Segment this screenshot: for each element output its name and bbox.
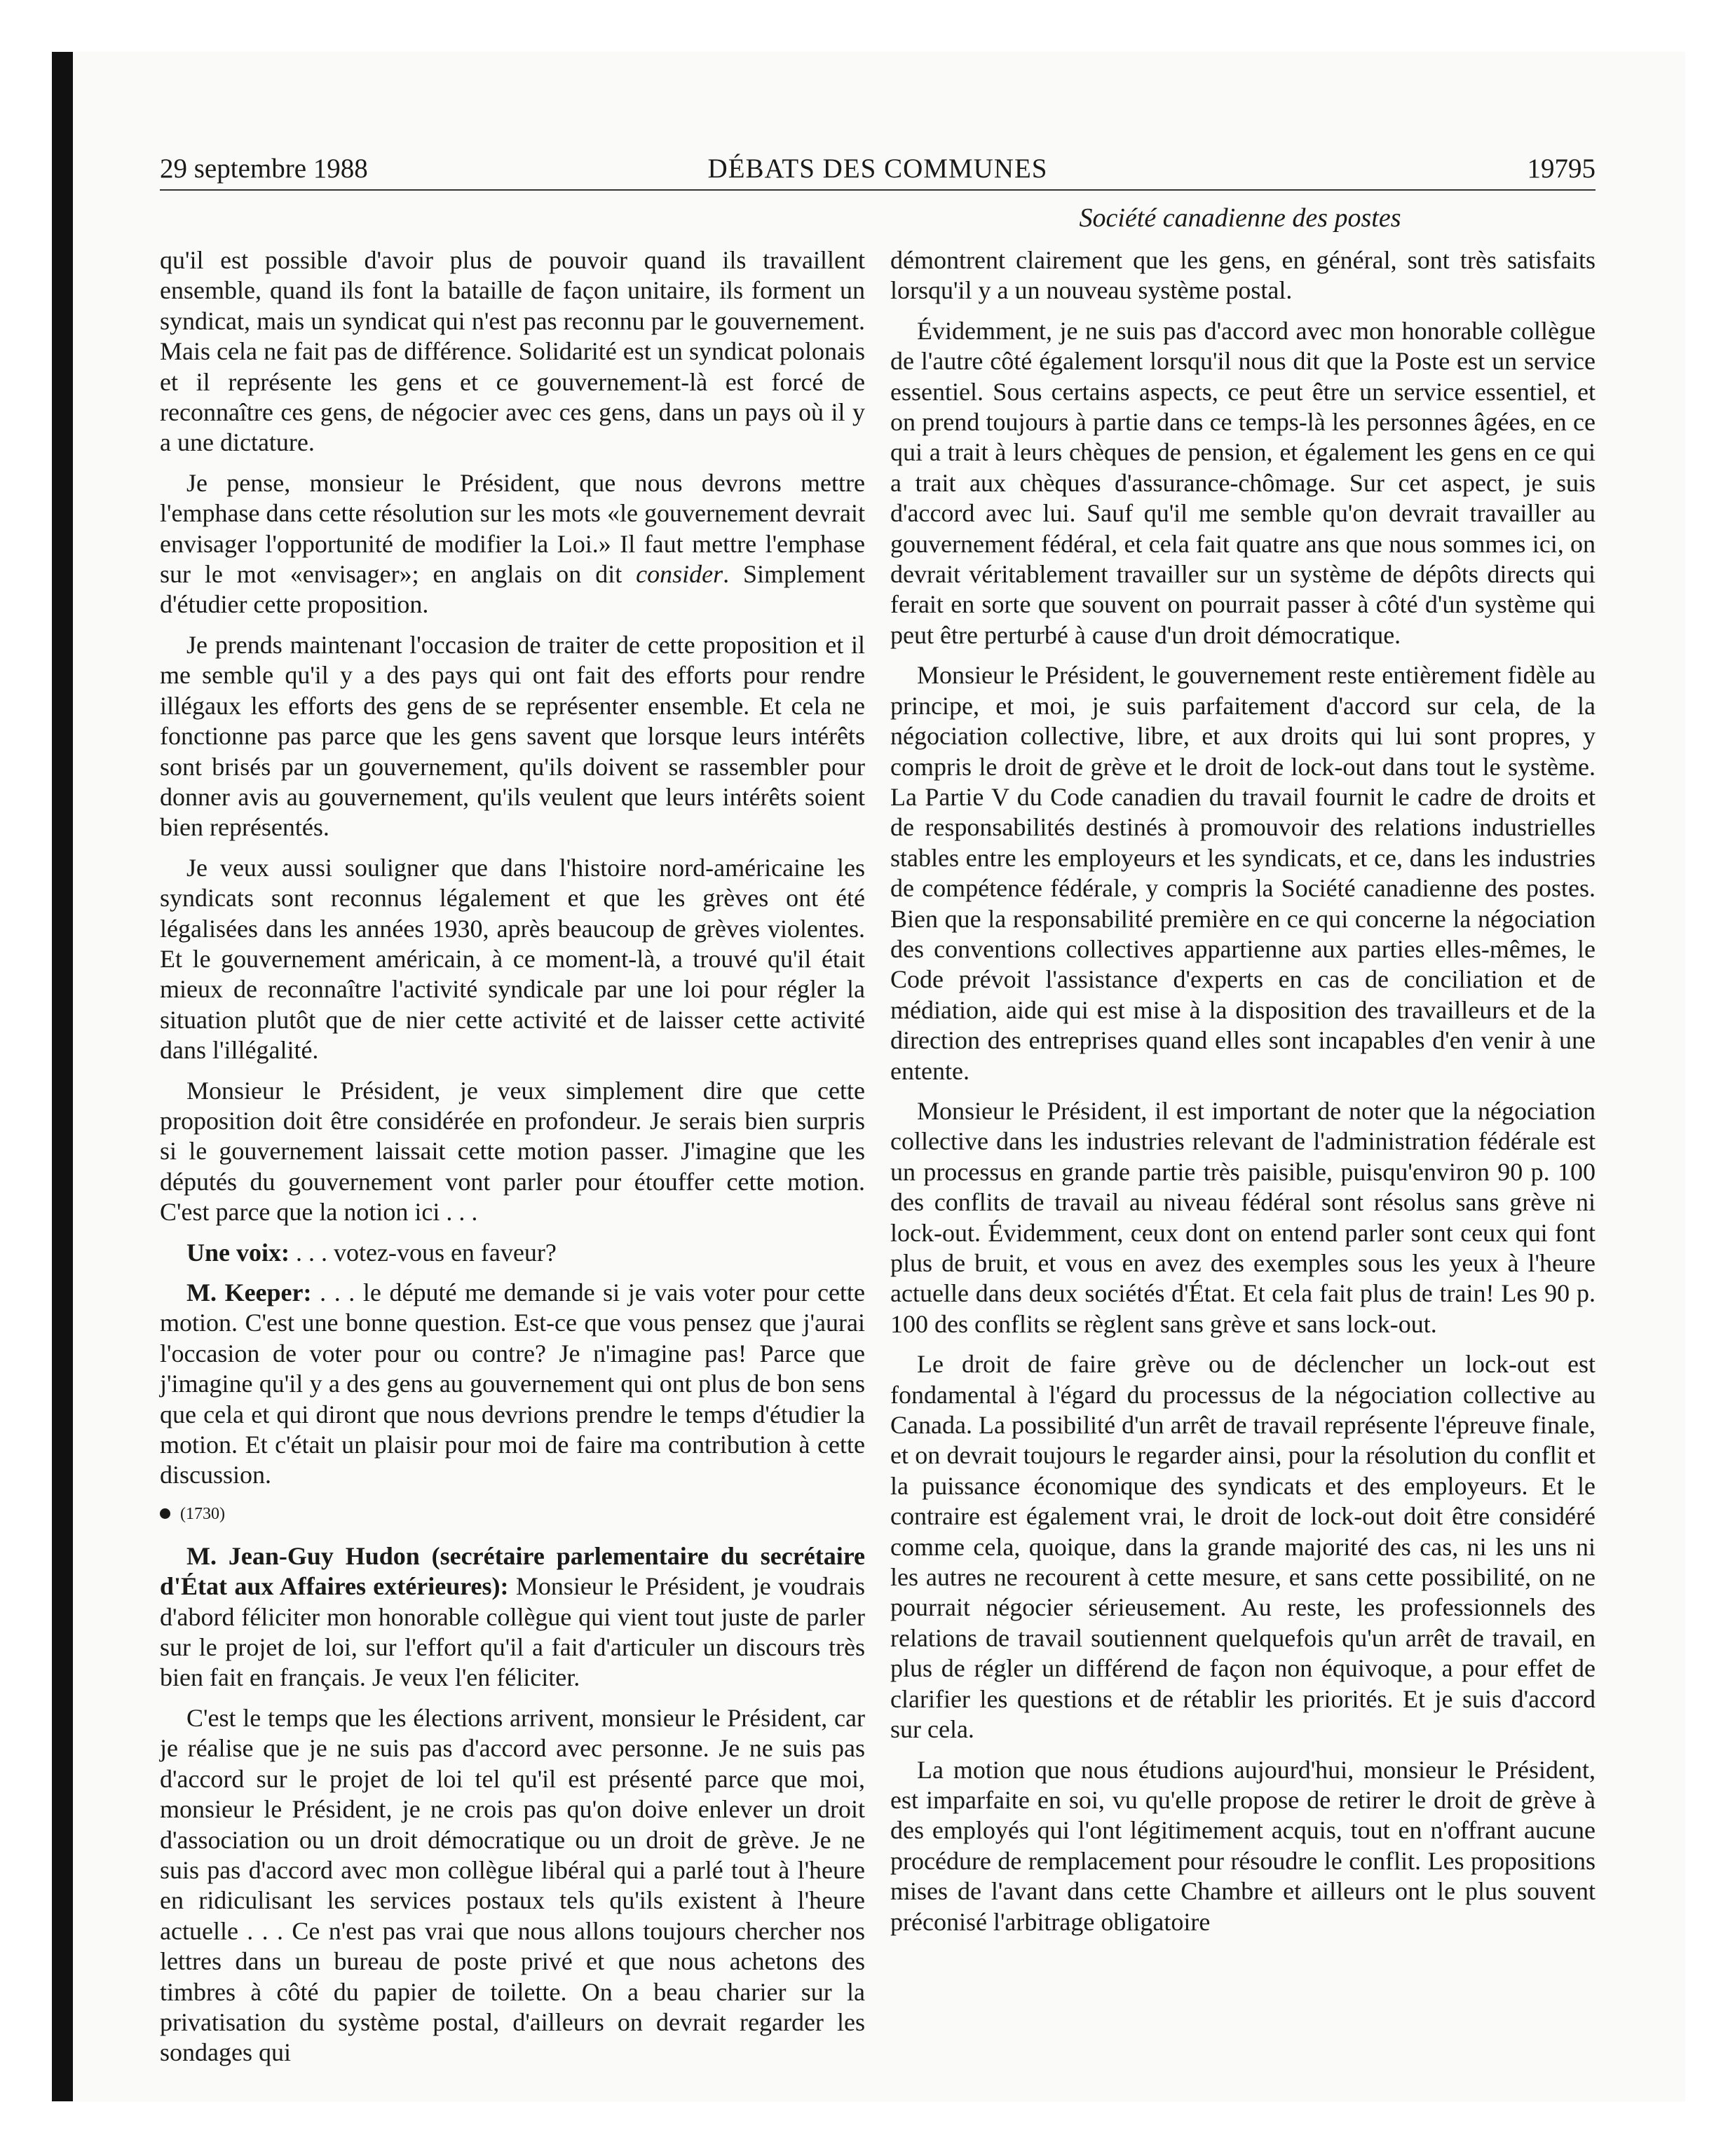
- page-header: [160, 149, 1595, 191]
- paragraph-text: . Simplement d'étudier cette proposition.: [160, 560, 865, 619]
- paragraph: Monsieur le Président, le gouvernement reste entièrement fidèle au principe, et moi, je suis parfaitement d'accord sur cela, de la négociation collective, libre, et aux droits qui lui sont propres, y compris le droit de grève et le droit de lock-out dans tout le système. La Partie V du Code canadien du travail fournit le cadre de droits et de responsabilités destinés à promouvoir des relations industrielles stables entre les employeurs et les syndicats, et ce, dans les industries de compétence fédérale, y compris la Société canadienne des postes. Bien que la responsabilité première en ce qui concerne la négociation des conventions collectives appartienne aux parties elles-mêmes, le Code prévoit l'assistance d'experts en cas de conciliation et de médiation, aide qui est mise à la disposition des travailleurs et de la direction des entreprises quand elles sont incapables d'en venir à une entente.: [890, 661, 1595, 1085]
- speech-text: . . . le député me demande si je vais voter pour cette motion. C'est une bonne question. Est-ce que vous pensez que j'aurai l'occasion de voter pour ou contre? Je n'imagine pas! Parce que j'imagine qu'il y a des gens au gouvernement qui ont plus de bon sens que cela et qui diront que nous devrions prendre le temps d'étudier la motion. Et c'était un plaisir pour moi de faire ma contribution à cette discussion.: [160, 1278, 865, 1489]
- bullet-icon: [160, 1508, 170, 1519]
- speech: [160, 1541, 865, 1693]
- speech-text: Monsieur le Président, je voudrais d'abord féliciter mon honorable collègue qui vient tout juste de parler sur le projet de loi, sur l'effort qu'il a fait d'articuler un discours très bien fait en français. Je veux l'en féliciter.: [160, 1572, 865, 1692]
- paragraph: qu'il est possible d'avoir plus de pouvoir quand ils travaillent ensemble, quand ils font la bataille de façon unitaire, ils forment un syndicat, mais un syndicat qui n'est pas reconnu par le gouvernement. Mais cela ne fait pas de différence. Solidarité est un syndicat polonais et il représente les gens et ce gouvernement-là est forcé de reconnaître ces gens, de négocier avec ces gens, dans un pays où il y a une dictature.: [160, 246, 865, 457]
- speech-text: . . . votez-vous en faveur?: [290, 1238, 557, 1267]
- speaker-name: M. Keeper:: [186, 1278, 312, 1306]
- right-column: [890, 245, 1595, 1947]
- speech: [160, 1238, 865, 1268]
- time-marker-text: (1730): [180, 1504, 225, 1523]
- italic-term: consider: [636, 560, 723, 589]
- paragraph: Monsieur le Président, je veux simplement dire que cette proposition doit être considérée en profondeur. Je serais bien surpris si le gouvernement laissait cette motion passer. J'imagine que les députés du gouvernement vont parler pour étouffer cette motion. C'est parce que la notion ici . . .: [160, 1076, 865, 1227]
- paragraph: Je veux aussi souligner que dans l'histoire nord-américaine les syndicats sont reconnus légalement et que les grèves ont été légalisées dans les années 1930, après beaucoup de grèves violentes. Et le gouvernement américain, à ce moment-là, a trouvé qu'il était mieux de reconnaître l'activité syndicale par une loi pour régler la situation plutôt que de nier cette activité et de laisser cette activité dans l'illégalité.: [160, 853, 865, 1065]
- speaker-name: Une voix:: [186, 1238, 290, 1267]
- speaker-name: M. Jean-Guy Hudon (secrétaire parlementaire du secrétaire d'État aux Affaires extérieures):: [160, 1541, 865, 1601]
- section-title: Société canadienne des postes: [1079, 203, 1401, 233]
- paragraph: La motion que nous étudions aujourd'hui, monsieur le Président, est imparfaite en soi, vu qu'elle propose de retirer le droit de grève à des employés qui l'ont légitimement acquis, tout en n'offrant aucune procédure de remplacement pour résoudre le conflit. Les propositions mises de l'avant dans cette Chambre et ailleurs ont le plus souvent préconisé l'arbitrage obligatoire: [890, 1755, 1595, 1936]
- paragraph: Le droit de faire grève ou de déclencher un lock-out est fondamental à l'égard du processus de la négociation collective au Canada. La possibilité d'un arrêt de travail représente l'épreuve finale, et on devrait toujours le regarder ainsi, pour la résolution du conflit et la puissance économique des syndicats et des employeurs. Et le contraire est également vrai, le droit de lock-out doit être considéré comme cela, quoique, dans la grande majorité des cas, ni les uns ni les autres ne recourent à cette mesure, et sans cette possibilité, on ne pourrait négocier sérieusement. Au reste, les professionnels des relations de travail soutiennent quelquefois qu'un arrêt de travail, en plus de régler un différend de façon non équivoque, a pour effet de clarifier les questions et de rétablir les priorités. Et je suis d'accord sur cela.: [890, 1350, 1595, 1744]
- paragraph: [160, 468, 865, 620]
- paragraph: démontrent clairement que les gens, en général, sont très satisfaits lorsqu'il y a un nouveau système postal.: [890, 246, 1595, 305]
- header-date: 29 septembre 1988: [160, 153, 368, 184]
- time-marker: [160, 1501, 865, 1527]
- speech: [160, 1278, 865, 1491]
- paragraph: Évidemment, je ne suis pas d'accord avec mon honorable collègue de l'autre côté également lorsqu'il nous dit que la Poste est un service essentiel. Sous certains aspects, ce peut être un service essentiel, et on prend toujours à partie dans ce temps-là les personnes âgées, en ce qui a trait à leurs chèques de pension, et également les gens en ce qui a trait aux chèques d'assurance-chômage. Sur cet aspect, je suis d'accord avec lui. Sauf qu'il me semble qu'on devrait travailler au gouvernement fédéral, et cela fait quatre ans que nous sommes ici, on devrait véritablement travailler sur un système de dépôts directs qui ferait en sorte que souvent on pourrait passer à côté d'un système qui peut être perturbé à cause d'un droit démocratique.: [890, 316, 1595, 649]
- header-title: DÉBATS DES COMMUNES: [707, 153, 1048, 184]
- left-column: [160, 245, 865, 2078]
- paragraph: Monsieur le Président, il est important de noter que la négociation collective dans les industries relevant de l'administration fédérale est un processus en grande partie très paisible, puisqu'environ 90 p. 100 des conflits de travail au niveau fédéral sont résolus sans grève ni lock-out. Évidemment, ceux dont on entend parler sont ceux qui font plus de bruit, et vous en avez des exemples sous les yeux à l'heure actuelle dans deux sociétés d'État. Et cela fait plus de train! Les 90 p. 100 des conflits se règlent sans grève et sans lock-out.: [890, 1096, 1595, 1338]
- paragraph-text: Je pense, monsieur le Président, que nous devrons mettre l'emphase dans cette résolution sur les mots «le gouvernement devrait envisager l'opportunité de modifier la Loi.» Il faut mettre l'emphase sur le mot «envisager»; en anglais on dit: [160, 468, 865, 589]
- paragraph: C'est le temps que les élections arrivent, monsieur le Président, car je réalise que je ne suis pas d'accord avec personne. Je ne suis pas d'accord sur le projet de loi tel qu'il est présenté parce que moi, monsieur le Président, je ne crois pas qu'on doive enlever un droit d'association ou un droit démocratique ou un droit de grève. Je ne suis pas d'accord avec mon collègue libéral qui a parlé tout à l'heure en ridiculisant les services postaux tels qu'ils existent à l'heure actuelle . . . Ce n'est pas vrai que nous allons toujours chercher nos lettres dans un bureau de poste privé et que nous achetons des timbres à côté du papier de toilette. On a beau charier sur la privatisation du système postal, d'ailleurs on devrait regarder les sondages qui: [160, 1703, 865, 2067]
- paragraph: Je prends maintenant l'occasion de traiter de cette proposition et il me semble qu'il y a des pays qui ont fait des efforts pour rendre illégaux les efforts des gens de se représenter ensemble. Et cela ne fonctionne pas parce que les gens savent que lorsque leurs intérêts sont brisés par un gouvernement, qu'ils doivent se rassembler pour donner avis au gouvernement, qu'ils veulent que leurs intérêts soient bien représentés.: [160, 630, 865, 842]
- scan-binding-edge: [52, 52, 73, 2101]
- header-page-number: 19795: [1527, 153, 1595, 184]
